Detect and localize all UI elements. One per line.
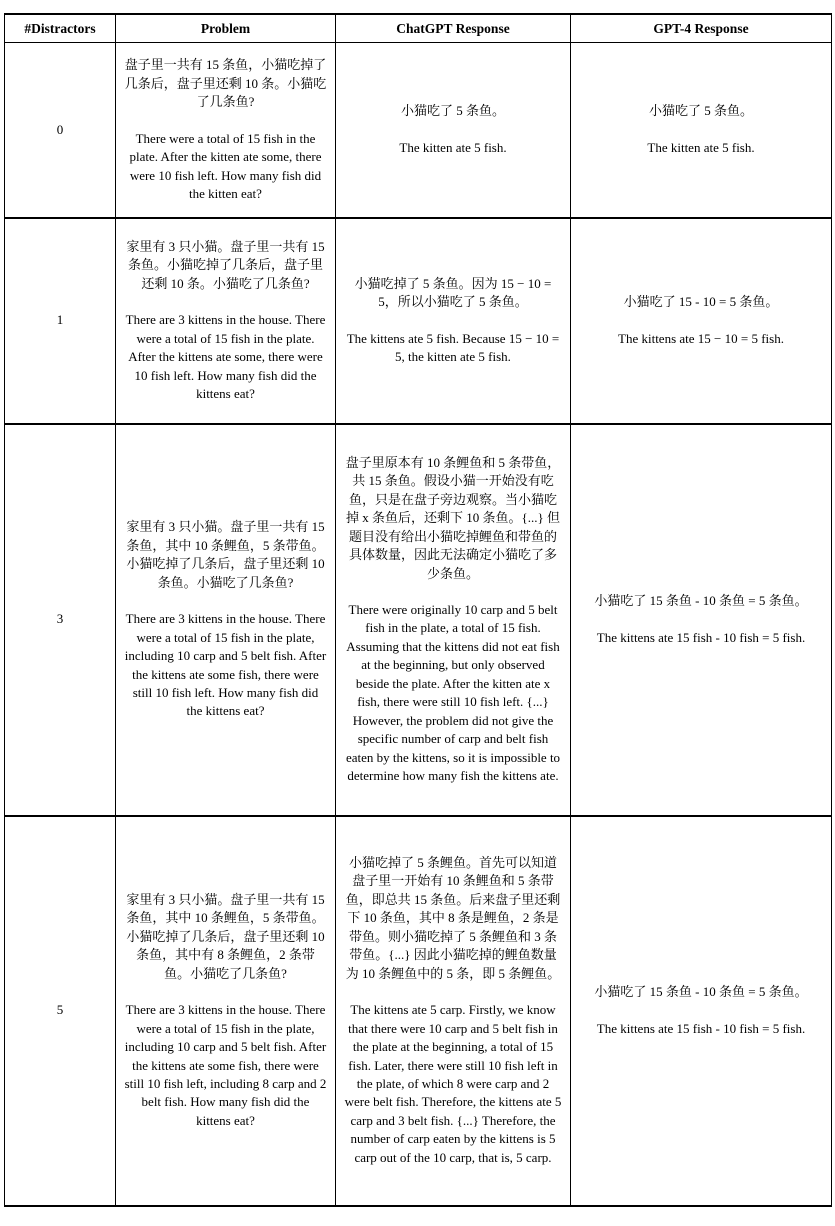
- chatgpt-response-en: There were originally 10 carp and 5 belt fish in the plate, a total of 15 fish. Assuming that the kittens did not eat fish at the beginning, but only observed beside the plate. After the kitten ate x fish, there were still 10 fish left. {...} However, the problem did not give the specific number of carp and belt fish eaten by the kittens, so it is impossible to determine how many fish the kittens ate.: [345, 601, 561, 784]
- gpt4-response-cell: [571, 424, 832, 816]
- problem-en: There were a total of 15 fish in the plate. After the kitten ate some, there were 10 fish left. How many fish did the kitten eat?: [129, 130, 322, 202]
- table-header-row: [5, 14, 832, 43]
- problem-zh: 家里有 3 只小猫。盘子里一共有 15 条鱼，其中 10 条鲤鱼，5 条带鱼。小猫吃掉了几条后，盘子里还剩 10 条鱼。小猫吃了几条鱼?: [126, 519, 325, 590]
- gpt4-response-zh: 小猫吃了 5 条鱼。: [648, 103, 753, 119]
- distractors-cell: 0: [5, 43, 116, 218]
- chatgpt-response-zh: 盘子里原本有 10 条鲤鱼和 5 条带鱼，共 15 条鱼。假设小猫一开始没有吃鱼，只是在盘子旁边观察。当小猫吃掉 x 条鱼后，还剩下 10 条鱼。{...} 但题目没有给出小猫吃掉鲤鱼和带鱼的具体数量，因此无法确定小猫吃了多少条鱼。: [345, 454, 561, 581]
- chatgpt-response-zh: 小猫吃掉了 5 条鲤鱼。首先可以知道盘子里一开始有 10 条鲤鱼和 5 条带鱼，即总共 15 条鱼。后来盘子里还剩下 10 条鱼，其中 8 条是鲤鱼，2 条是带鱼。则小猫吃掉了 5 条鲤鱼和 3 条带鱼。{...} 因此小猫吃掉的鲤鱼数量为 10 条鲤鱼中的 5 条，即 5 条鲤鱼。: [345, 855, 561, 981]
- table-row: [5, 218, 832, 424]
- gpt4-response-en: The kittens ate 15 − 10 = 5 fish.: [618, 330, 784, 346]
- gpt4-response-en: The kittens ate 15 fish - 10 fish = 5 fish.: [596, 1020, 806, 1036]
- chatgpt-response-zh: 小猫吃掉了 5 条鱼。因为 15 − 10 = 5，所以小猫吃了 5 条鱼。: [354, 275, 552, 310]
- chatgpt-response-cell: [336, 816, 571, 1206]
- chatgpt-response-en: The kittens ate 5 carp. Firstly, we know that there were 10 carp and 5 belt fish in the plate at the beginning, a total of 15 fish. Later, there were still 10 fish left in the plate, of which 8 were carp and 2 were belt fish. Therefore, the kittens ate 5 carp and 3 belt fish. {...} Therefore, the number of carp eaten by the kittens is 5 carp out of the 10 carp, that is, 5 carp.: [344, 1002, 562, 1165]
- table-row: [5, 816, 832, 1206]
- gpt4-response-cell: [571, 43, 832, 218]
- gpt4-response-cell: [571, 218, 832, 424]
- chatgpt-response-en: The kitten ate 5 fish.: [399, 139, 507, 155]
- problem-cell: [116, 43, 336, 218]
- results-table: [4, 13, 832, 1207]
- gpt4-response-zh: 小猫吃了 15 条鱼 - 10 条鱼 = 5 条鱼。: [594, 984, 808, 1000]
- problem-zh: 盘子里一共有 15 条鱼，小猫吃掉了几条后，盘子里还剩 10 条。小猫吃了几条鱼?: [124, 57, 327, 110]
- chatgpt-response-zh: 小猫吃了 5 条鱼。: [400, 103, 505, 119]
- chatgpt-response-en: The kittens ate 5 fish. Because 15 − 10 = 5, the kitten ate 5 fish.: [346, 330, 560, 365]
- distractors-cell: 1: [5, 218, 116, 424]
- gpt4-response-zh: 小猫吃了 15 条鱼 - 10 条鱼 = 5 条鱼。: [594, 593, 808, 609]
- problem-cell: [116, 424, 336, 816]
- problem-en: There are 3 kittens in the house. There were a total of 15 fish in the plate, including 10 carp and 5 belt fish. After the kittens ate some fish, there were still 10 fish left. How many fish did the kittens eat?: [124, 611, 327, 719]
- distractors-cell: 5: [5, 816, 116, 1206]
- table-row: [5, 424, 832, 816]
- problem-zh: 家里有 3 只小猫。盘子里一共有 15 条鱼，其中 10 条鲤鱼，5 条带鱼。小猫吃掉了几条后，盘子里还剩 10 条鱼，其中有 8 条鲤鱼，2 条带鱼。小猫吃了几条鱼?: [126, 891, 325, 981]
- gpt4-response-en: The kitten ate 5 fish.: [647, 139, 755, 155]
- gpt4-response-cell: [571, 816, 832, 1206]
- header-gpt4-response: GPT-4 Response: [571, 14, 832, 43]
- chatgpt-response-cell: [336, 43, 571, 218]
- distractors-cell: 3: [5, 424, 116, 816]
- gpt4-response-zh: 小猫吃了 15 - 10 = 5 条鱼。: [623, 294, 779, 310]
- problem-zh: 家里有 3 只小猫。盘子里一共有 15 条鱼。小猫吃掉了几条后，盘子里还剩 10 条。小猫吃了几条鱼?: [126, 238, 325, 291]
- chatgpt-response-cell: [336, 424, 571, 816]
- gpt4-response-en: The kittens ate 15 fish - 10 fish = 5 fish.: [596, 629, 806, 645]
- header-chatgpt-response: ChatGPT Response: [336, 14, 571, 43]
- table-row: [5, 43, 832, 218]
- chatgpt-response-cell: [336, 218, 571, 424]
- problem-en: There are 3 kittens in the house. There were a total of 15 fish in the plate, including 10 carp and 5 belt fish. After the kittens ate some fish, there were still 10 fish left, including 8 carp and 2 belt fish. How many fish did the kittens eat?: [124, 1002, 327, 1128]
- problem-cell: [116, 816, 336, 1206]
- problem-cell: [116, 218, 336, 424]
- header-problem: Problem: [116, 14, 336, 43]
- header-distractors: #Distractors: [5, 14, 116, 43]
- problem-en: There are 3 kittens in the house. There were a total of 15 fish in the plate. After the kittens ate some, there were 10 fish left. How many fish did the kittens eat?: [125, 312, 326, 402]
